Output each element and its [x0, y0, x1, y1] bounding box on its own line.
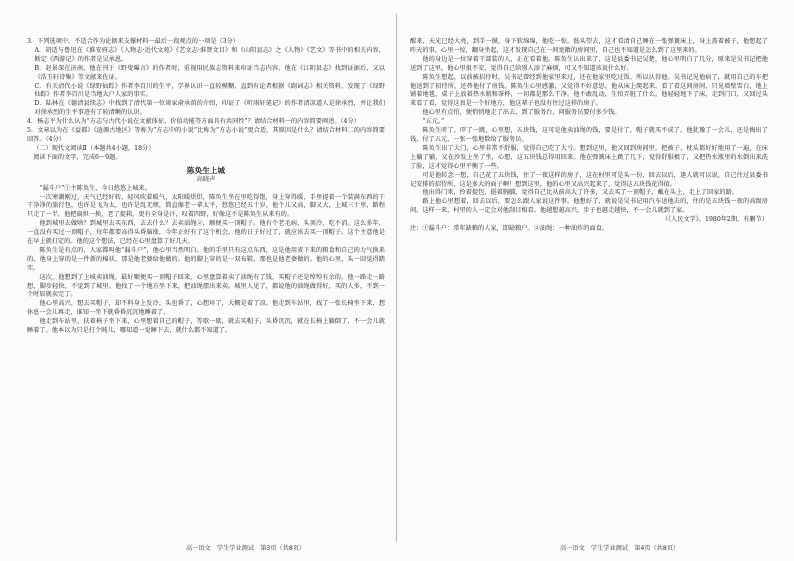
question-3-option-b: B．赵景深在济南，他在刊于《野叟曝言》的作者时，重视用民族志资料来印证当志内容，他在《江阴县志》找到证据后，又以《浩玉轩诗集》等文献来佐证。 — [34, 64, 385, 81]
story-paragraph: 他到城里去做啥？到城里去买东西，去去什么？去卖油绳②，顺便买一顶帽子。他有个老毛病，头顶冷，吃不消。这么多年，一直没有买过一顶帽子，每年都要冻得头昏脑涨，今年正好有了这个机会，他的日子好过了，就应该去买一顶帽子。这个主意他是在早上就打定的。他的这个想法，已经在心里盘算了好几天。 — [27, 220, 385, 246]
story-paragraph: 他心里高兴，想去买帽子，却不料身上发冷，头也昏了，心想坏了，大概是着了凉。他走到车站里，找了一张长椅坐下来，想休息一会儿再走，谁知一坐下就昏昏沉沉地睡着了。 — [27, 300, 385, 317]
question-4: 4．杨志平为什么认为“方志与古代小说在文献体征、价值功能等方面具有共同性”？请结合材料一的内容简要阐述。（4分） — [27, 118, 360, 126]
story-paragraph: 陈奂生出了大门，心里非常不舒服，觉得自己吃了大亏。想到这里，他又回到房间里，把被子、枕头都好好地用了一遍，在床上躺了躺，又在沙发上坐了坐，心想，这五块钱总得用回来。他在弹簧床上跳了几下，觉得舒服极了，又把热水瓶里的水倒出来洗了脸，这才觉得心里平衡了一些。 — [410, 144, 768, 170]
question-3-option-d: D．陆林在《德清县续志》中找到了清代第一位谈家俞承荫的介绍，印证了《听雨轩笔记》的作者清凉道人是徐承烈，并让我们对徐承烈的生平事迹有了较清晰的认识。 — [34, 100, 385, 117]
story-paragraph: 他的身边是一位穿着干部装的人，正在看着他。陈奂生认出来了，这是县委书记吴楚，他心里明白了几分，原来是吴书记把他送到了这里。他心里很不安，觉得自己给别人添了麻烦，可又不知道该说什么好。 — [410, 55, 768, 72]
story-paragraph: 他出得门来，拎着提包，挺着胸脯，觉得自己比从前高大了许多，又去买了一顶帽子，戴在头上，走上了回家的路。 — [422, 189, 738, 197]
page-footer-left: 高一语文 学生学业测试 第3页（共8页） — [186, 545, 306, 552]
question-3-option-c: C．有关清代小说《绿野仙踪》作者李百川的生平，学界认识一直较模糊，直到有论者根据《副词志》相关资料，发现了《绿野仙踪》作者李百川是当地大户人家的事实。 — [34, 82, 385, 99]
story-paragraph: 陈奂生想起，以前被招待时，吴书记曾经到他家里来过，还在他家里吃过饭，所以认得他。吴书记见他病了，就用自己的车把他送到了招待所，还替他付了房钱。陈奂生心里感激，又觉得不好意思。他从床上爬起来，看了看这间房间，只见墙壁雪白，地上铺着地毯，桌子上放着热水瓶和茶杯，一切都是那么干净。他不敢乱动，生怕弄脏了什么。他轻轻地下了床，走到门口，又回过头来看了看，觉得这真是一个好地方，他这辈子也没有住过这样的房子。 — [410, 73, 768, 108]
story-paragraph: 陈奂生是有点的，人家都叫他“漏斗户”，他心里当然明白。他的手里只有这点东西，这是他用省下来的粮食和自己的力气换来的。他身上穿的是一件新的棉袄，那是他老婆给他做的。他的脚上穿的是一双布鞋，那也是他老婆做的。他的心里，头一回觉得踏实。 — [27, 246, 385, 272]
story-paragraph: “漏斗户”①主陈奂生，今日悠悠上城来。 — [39, 184, 151, 192]
story-paragraph: 这次，他想到了上城卖油绳，最好顺便买一顶帽子回来，心里盘算着卖了油绳有了钱，买帽子还是绰绰有余的。他一路走一路想，脚步轻快，不觉到了城里。他找了一个地方坐下来，把油绳摆出来卖。城里人见了，都说他的油绳做得好，买的人多，不到一个时辰就卖完了。 — [27, 273, 385, 299]
story-paragraph: 路上他心里想着，回去以后，要怎么跟人家说这件事。他想好了，就说是吴书记用汽车送他去的，住的是五块钱一夜的高级房间。这样一来，村里的人一定会对他刮目相看。他越想越高兴，步子也越走越快，不一会儿就到了家。 — [410, 198, 768, 215]
left-column — [27, 38, 385, 336]
section-intro: 阅读下面的文字，完成6～9题。 — [33, 153, 122, 161]
page-footer-right: 高一语文 学生学业测试 第4页（共8页） — [560, 545, 680, 552]
story-paragraph: “五元。” — [422, 118, 445, 126]
question-3-stem: 3．下列选项中，不适合作为论据来支撑材料一最后一段观点的一项是（3分） — [27, 38, 240, 45]
story-author: 高晓声 — [196, 175, 216, 183]
footnote: 注：①漏斗户：常年缺粮的人家，即缺粮户。②油绳：一种油炸的面食。 — [410, 225, 608, 233]
story-paragraph: 陈奂生听了，吓了一跳，心里想，五块钱，这可是他卖油绳的钱，要是付了，帽子就买不成了。他犹豫了一会儿，还是掏出了钱，付了五元，一张一张地数给了服务员。 — [410, 127, 768, 143]
section-heading: （二）现代文阅读Ⅱ（本题共4小题，18分） — [33, 144, 155, 152]
question-3-option-a: A．胡适与鲁迅在《淮安府志》《人物志·近代文苑》《艺文志·淮贤文目》和《山阳县志》之《人物》《艺文》等书中的相关内容，断定《西游记》的作者是吴承恩。 — [34, 46, 385, 63]
story-paragraph: 可是他转念一想，自己花了五块钱，住了一夜这样的房子，这在村里可是头一份，回去以后，逢人就可以说，自己住过县委书记安排的招待所，这是多大的面子啊！想到这里，他的心里又高兴起来了，觉得这五块钱花得值。 — [410, 171, 768, 188]
story-paragraph: 他走到车站里，扶着椅子坐下来，心里想着自己的帽子，等歇一歇，就去买帽子，头昏沉沉，就在长椅上躺倒了，不一会儿就睡着了。他本以为只是打个盹儿，哪知道一觉睡下去，就什么都不知道了。 — [27, 318, 385, 335]
story-paragraph: 一次寒潮刚过，天气已经好转，轻风吹着暖气，太阳暖烘烘，陈奂生坐在里吃得饱，身上穿得暖，手里提着一个装满东西的干干净净的旅行包，也许是飞为太，也许是乱无烦，简直像老一辈太平，悠悠已经五十岁。他个儿又高，脚又大，上城三十里，路程只走了一半，他把扁担一换，老了提箱，更有全身是汗，叹着四野，好像这不是陈奂生从来有的。 — [27, 193, 385, 219]
question-5: 5．文章以为在《益都》《涟源古地区》等称为“方志中的小说”比称为“方志小说”更合适，其原因是什么？请结合材料二的内容简要回答。（4分） — [27, 127, 385, 143]
story-paragraph: 醒来，天光已经大亮，到手一摸，身下软绵绵，他吃一惊，低头望去，这才看清自己睡在一张弹簧床上，身上盖着被子，他想起了昨天的事，心里一惊，翻身坐起，这才发现自己在一间宽敞的房间里，自己也不知道是怎么到了这里来的。 — [410, 38, 768, 54]
story-title: 陈奂生上城 — [187, 165, 225, 175]
column-divider — [396, 14, 397, 542]
story-source: （《人民文学》，1980年2期，有删节） — [661, 216, 768, 224]
story-paragraph: 他心里有点怕，便悄悄地走了出去，到了服务台，问服务员要付多少钱。 — [422, 109, 621, 117]
right-column — [410, 38, 768, 234]
